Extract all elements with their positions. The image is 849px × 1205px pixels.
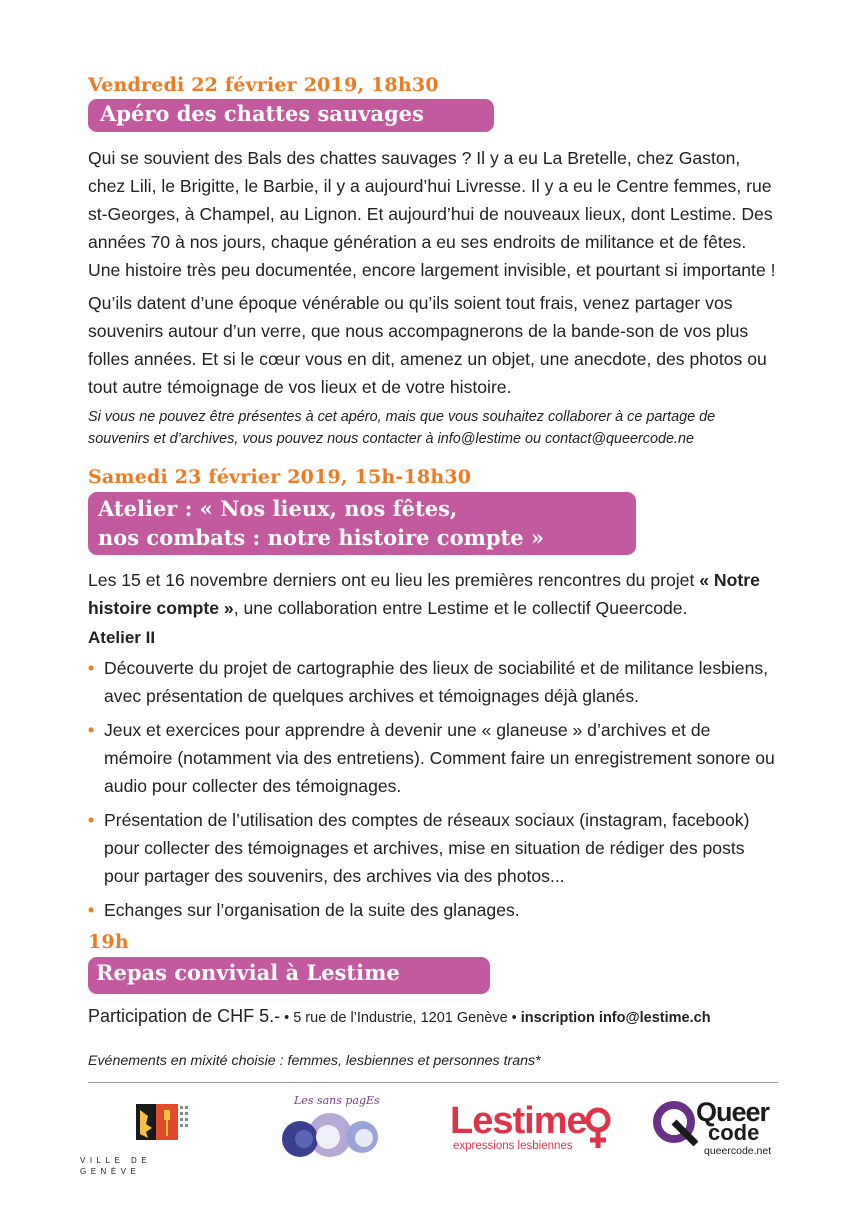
event3-time: 19h — [88, 931, 129, 953]
event1-title-band — [88, 99, 494, 132]
bullet-text: Présentation de l’utilisation des comptes de réseaux sociaux (instagram, facebook) pour collecter des témoignages et archives, mise en situation de rédiger des posts pour partager des souvenirs, des archives via des photos... — [104, 810, 750, 886]
event2-intro-part1: Les 15 et 16 novembre derniers ont eu lieu les premières rencontres du projet — [88, 570, 700, 590]
event3-title: Repas convivial à Lestime — [96, 960, 400, 985]
participation-line — [88, 1006, 711, 1027]
event3-title-band — [88, 957, 490, 994]
les-sans-pages-logo — [278, 1094, 386, 1166]
event2-intro-bold: « Notre histoire compte » — [88, 570, 760, 618]
bullet-text: Découverte du projet de cartographie des lieux de sociabilité et de militance lesbiens, avec présentation de quelques archives et témoignages déjà glanés. — [104, 658, 769, 706]
participation-price: Participation de CHF 5.- — [88, 1006, 281, 1026]
event2-title-line2: nos combats : notre histoire compte » — [98, 525, 545, 550]
geneve-label: VILLE DE GENÈVE — [80, 1156, 152, 1176]
event1-note: Si vous ne pouvez être présentes à cet apéro, mais que vous souhaitez collaborer à ce partage de souvenirs et d’archives, vous pouvez nous contacter à info@lestime ou contact@queercode.ne — [88, 409, 716, 447]
bullet-dot-icon: • — [88, 720, 95, 740]
lestime-wordmark: Lestime — [450, 1100, 587, 1142]
geneve-crest-icon — [80, 1100, 200, 1148]
atelier-bullet-list — [88, 654, 778, 930]
sans-pages-label: Les sans pagEs — [294, 1094, 380, 1107]
event2-title-band — [88, 492, 636, 555]
ville-de-geneve-logo — [80, 1100, 200, 1175]
divider — [88, 1082, 778, 1083]
bullet-text: Echanges sur l’organisation de la suite des glanages. — [104, 900, 520, 920]
address: 5 rue de l’Industrie, 1201 Genève — [293, 1010, 508, 1026]
lestime-logo — [450, 1102, 620, 1162]
bullet-item — [88, 654, 778, 710]
bullet-text: Jeux et exercices pour apprendre à devenir une « glaneuse » d’archives et de mémoire (notamment via des entretiens). Comment faire un enregistrement sonore ou audio pour collecter des témoignages. — [104, 720, 775, 796]
bullet-item — [88, 806, 778, 890]
event1-title: Apéro des chattes sauvages — [100, 101, 424, 126]
faces-illustration-icon — [278, 1107, 386, 1163]
event2-intro-part2: , une collaboration entre Lestime et le collectif Queercode. — [233, 598, 688, 618]
event2-intro — [88, 566, 778, 622]
female-symbol-icon — [578, 1102, 618, 1156]
queercode-q-icon — [652, 1100, 698, 1146]
event1-paragraph2: Qu’ils datent d’une époque vénérable ou qu’ils soient tout frais, venez partager vos souvenirs autour d’un verre, que nous accompagnerons de la bande-son de vos plus folles années. Et si le cœur vous en dit, amenez un objet, une anecdote, des photos ou tout autre témoignage de vos lieux et de votre histoire. — [88, 293, 767, 397]
queercode-url[interactable]: queercode.net — [704, 1145, 772, 1157]
event2-date: Samedi 23 février 2019, 15h-18h30 — [88, 466, 472, 488]
bullet-dot-icon: • — [88, 658, 95, 678]
event1-paragraph1: Qui se souvient des Bals des chattes sauvages ? Il y a eu La Bretelle, chez Gaston, chez Lili, le Brigitte, le Barbie, il y a aujourd’hui Livresse. Il y a eu le Centre femmes, rue st-Georges, à Champel, au Lignon. Et aujourd’hui de nouveaux lieux, dont Lestime. Des années 70 à nos jours, chaque génération a eu ses endroits de militance et de fêtes. Une histoire très peu documentée, encore largement invisible, et pourtant si importante ! — [88, 148, 776, 280]
event2-title-line1: Atelier : « Nos lieux, nos fêtes, — [98, 496, 458, 521]
inscription-email[interactable]: inscription info@lestime.ch — [520, 1010, 711, 1026]
event1-date: Vendredi 22 février 2019, 18h30 — [88, 74, 439, 96]
queercode-word-top: Queer — [696, 1097, 770, 1127]
atelier-subhead: Atelier II — [88, 628, 156, 647]
queercode-word-bottom: code — [708, 1120, 760, 1145]
bullet-item — [88, 896, 778, 924]
bullet-dot-icon: • — [88, 810, 95, 830]
bullet-dot-icon: • — [88, 900, 95, 920]
queercode-logo — [652, 1098, 782, 1162]
mixite-note: Evénements en mixité choisie : femmes, lesbiennes et personnes trans* — [88, 1053, 541, 1069]
lestime-tagline: expressions lesbiennes — [453, 1140, 573, 1152]
bullet-item — [88, 716, 778, 800]
separator-dot: • — [507, 1010, 521, 1026]
separator-dot: • — [280, 1010, 294, 1026]
